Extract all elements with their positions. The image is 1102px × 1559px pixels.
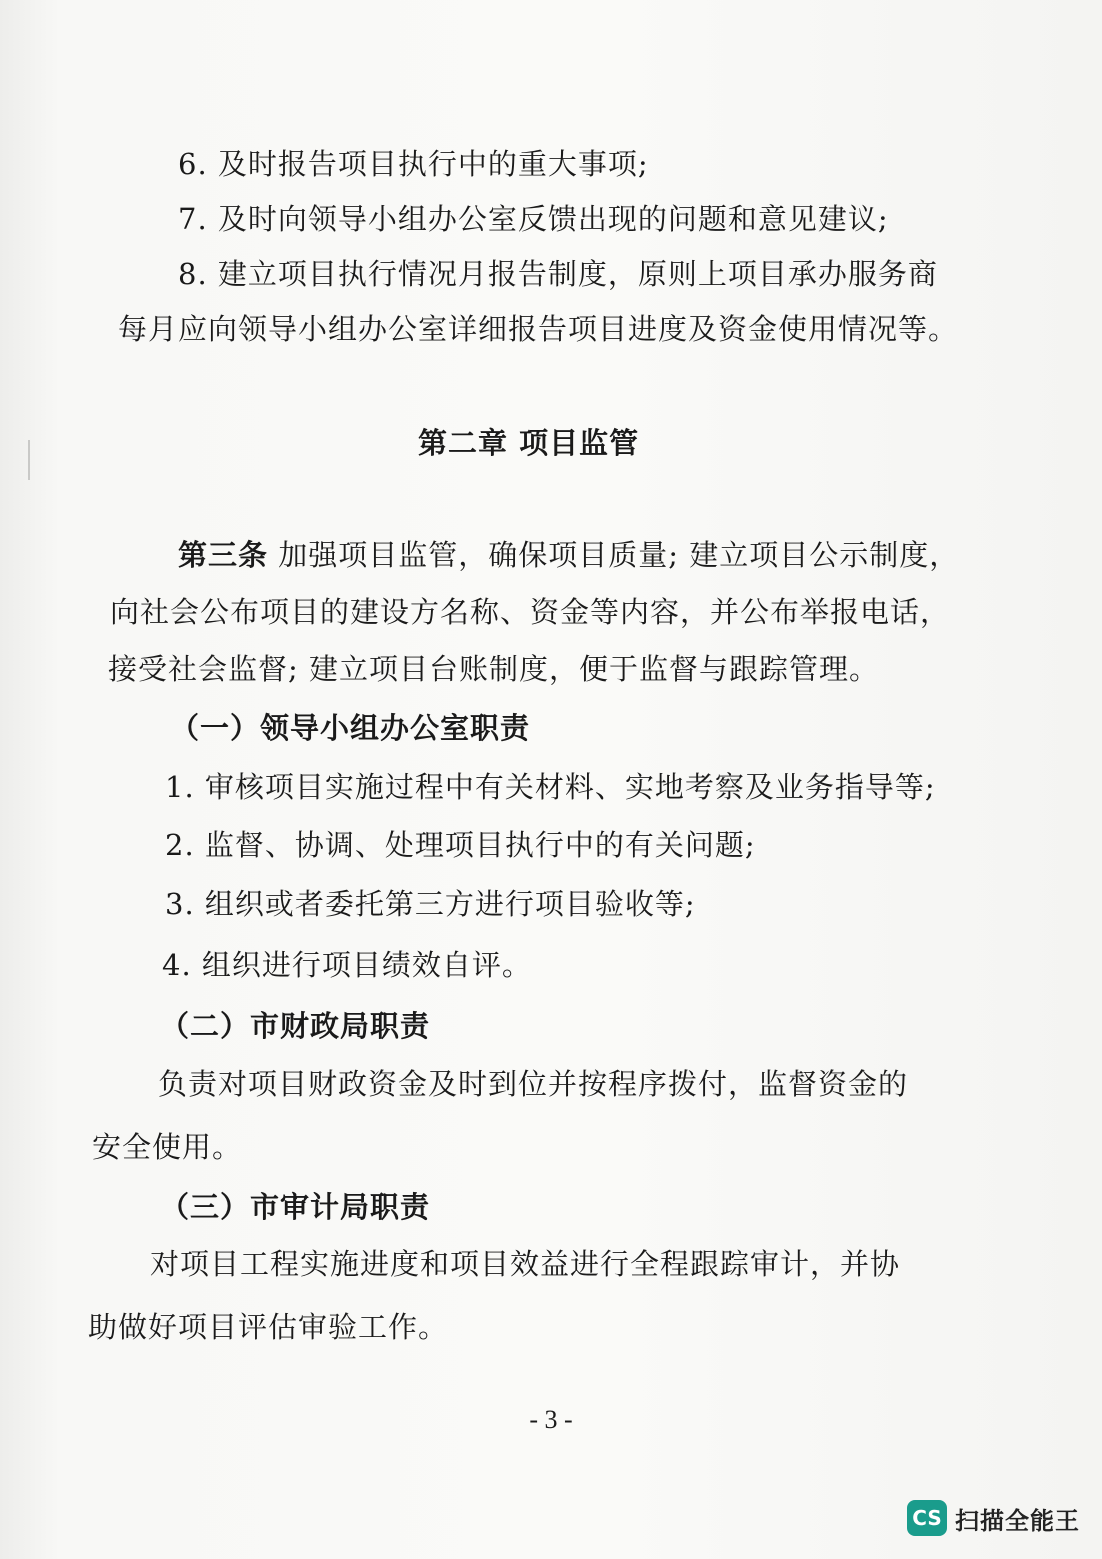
scanner-app-name: 扫描全能王 bbox=[955, 1506, 1080, 1535]
section-1-item-2: 2. 监督、协调、处理项目执行中的有关问题; bbox=[165, 828, 756, 862]
section-2-title: （二）市财政局职责 bbox=[160, 1009, 431, 1043]
article-3-line-1 bbox=[178, 537, 959, 573]
page-number: - 3 - bbox=[529, 1405, 573, 1434]
section-2-line-2: 安全使用。 bbox=[92, 1130, 243, 1164]
article-3-line-2: 向社会公布项目的建设方名称、资金等内容，并公布举报电话， bbox=[110, 595, 951, 629]
page-edge-mark bbox=[28, 440, 30, 480]
section-2-line-1: 负责对项目财政资金及时到位并按程序拨付，监督资金的 bbox=[158, 1067, 909, 1101]
chapter-title: 第二章 项目监管 bbox=[418, 426, 640, 460]
section-1-item-1: 1. 审核项目实施过程中有关材料、实地考察及业务指导等; bbox=[165, 770, 936, 804]
article-3-label: 第三条 bbox=[178, 538, 269, 572]
section-3-line-2: 助做好项目评估审验工作。 bbox=[88, 1310, 449, 1344]
item-7: 7. 及时向领导小组办公室反馈出现的问题和意见建议; bbox=[178, 202, 889, 236]
item-8-line-2: 每月应向领导小组办公室详细报告项目进度及资金使用情况等。 bbox=[118, 312, 959, 346]
camscanner-logo-icon: CS bbox=[907, 1500, 947, 1536]
section-1-item-3: 3. 组织或者委托第三方进行项目验收等; bbox=[165, 887, 696, 921]
scanner-watermark bbox=[907, 1500, 1080, 1536]
section-3-title: （三）市审计局职责 bbox=[160, 1190, 431, 1224]
item-6: 6. 及时报告项目执行中的重大事项; bbox=[178, 147, 649, 181]
article-3-text: 加强项目监管，确保项目质量; 建立项目公示制度， bbox=[278, 538, 960, 572]
section-1-title: （一）领导小组办公室职责 bbox=[170, 711, 531, 745]
article-3-line-3: 接受社会监督; 建立项目台账制度，便于监督与跟踪管理。 bbox=[108, 652, 879, 686]
item-8-line-1: 8. 建立项目执行情况月报告制度，原则上项目承办服务商 bbox=[178, 257, 938, 291]
section-3-line-1: 对项目工程实施进度和项目效益进行全程跟踪审计，并协 bbox=[150, 1247, 901, 1281]
section-1-item-4: 4. 组织进行项目绩效自评。 bbox=[162, 948, 532, 982]
